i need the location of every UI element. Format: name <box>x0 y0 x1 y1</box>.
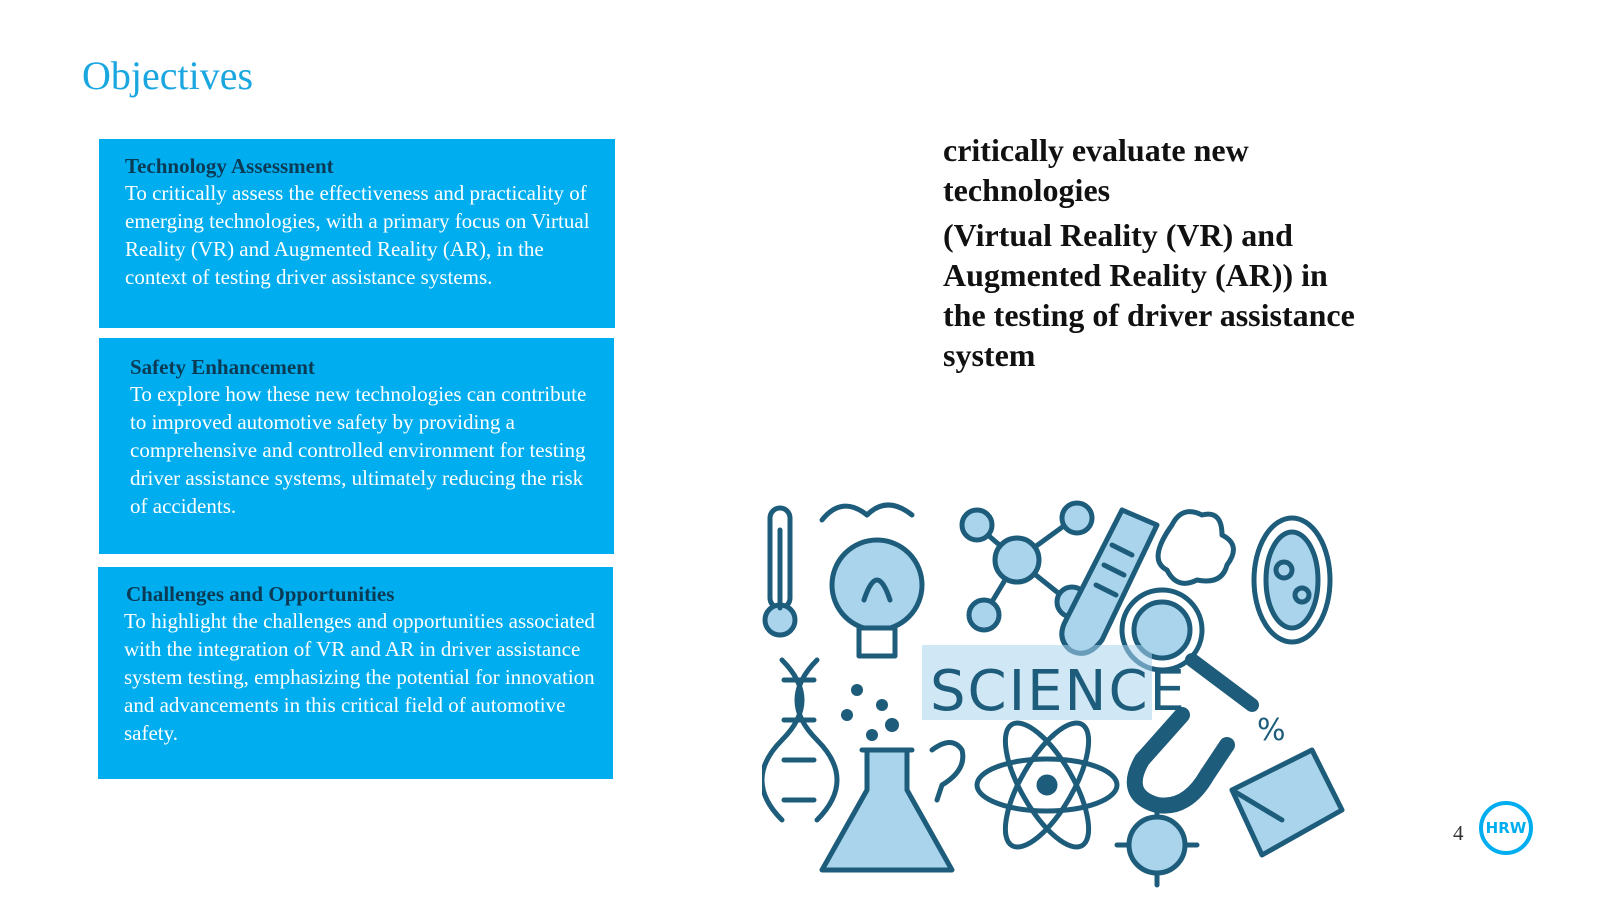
cloud-icon <box>1158 512 1233 584</box>
page-number: 4 <box>1453 821 1464 845</box>
thermometer-icon <box>765 508 795 635</box>
key-statement-line1: critically evaluate new technologies <box>943 132 1249 208</box>
logo-text: HRW <box>1485 819 1527 837</box>
objective-body: To explore how these new technologies can contribute to improved automotive safety by providing a comprehensive and controlled environment for testing driver assistance systems, ultimately reducing the risk of accidents. <box>130 382 587 518</box>
light-bulb-icon <box>822 505 922 656</box>
objective-body: To highlight the challenges and opportunities associated with the integration of VR and AR in driver assistance system testing, emphasizing the potential for innovation and advancements in this critical field of automotive safety. <box>124 609 595 745</box>
science-doodle-icon <box>762 500 1362 895</box>
objective-body: To critically assess the effectiveness and practicality of emerging technologies, with a primary focus on Virtual Reality (VR) and Augmented Reality (AR), in the context of testing driver assistance systems. <box>125 181 590 289</box>
objective-box-safety-enhancement <box>99 338 614 554</box>
hrw-logo-icon <box>1478 800 1534 856</box>
objective-heading: Technology Assessment <box>125 154 334 178</box>
cell-icon <box>1254 518 1330 642</box>
virus-icon <box>1117 805 1197 885</box>
objective-heading: Safety Enhancement <box>130 355 315 379</box>
magnet-icon <box>1135 715 1227 806</box>
objective-box-technology-assessment <box>99 139 615 328</box>
percent-icon: % <box>1257 713 1286 748</box>
flask-icon <box>822 750 952 870</box>
objective-box-challenges-opportunities <box>98 567 613 779</box>
science-label: SCIENCE <box>930 659 1187 724</box>
key-statement-line2: (Virtual Reality (VR) and Augmented Reality (AR)) in the testing of driver assistance system <box>943 217 1355 373</box>
cube-icon <box>1232 750 1342 855</box>
atom-icon <box>977 711 1117 858</box>
key-statement <box>943 130 1363 375</box>
question-mark-icon <box>932 743 963 801</box>
objective-heading: Challenges and Opportunities <box>126 582 395 606</box>
dna-icon <box>762 660 837 820</box>
slide-title: Objectives <box>82 53 254 98</box>
